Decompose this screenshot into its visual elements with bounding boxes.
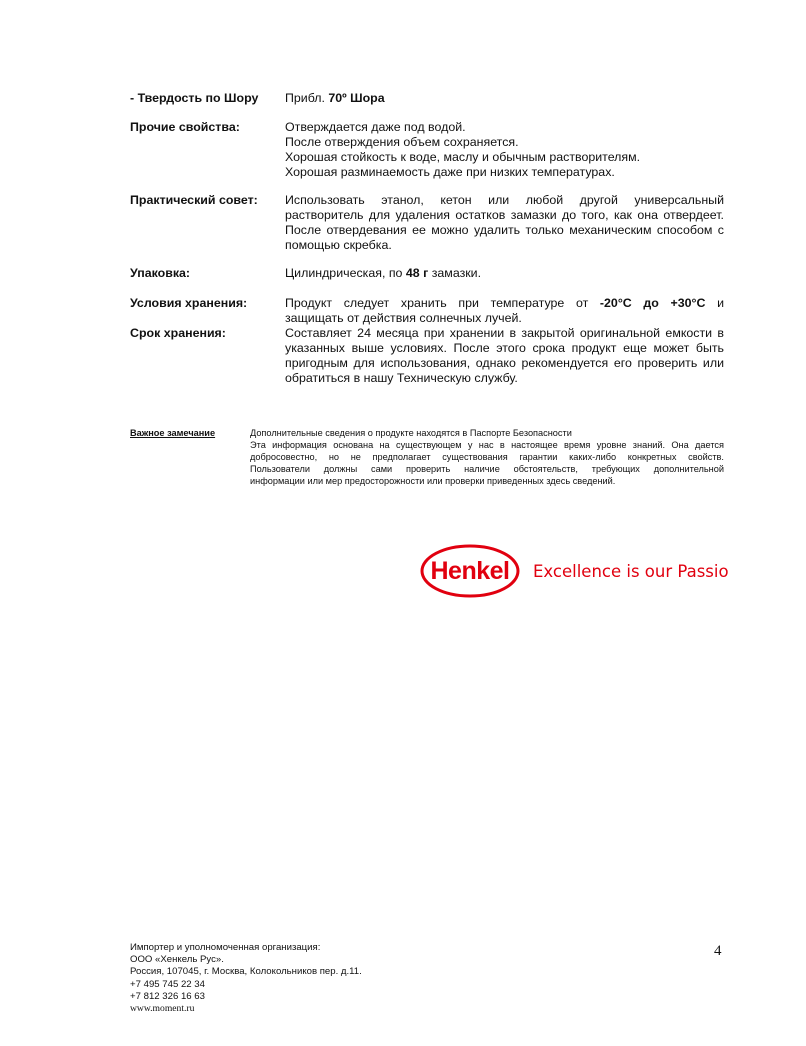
value-text: замазки.	[428, 266, 482, 280]
section-value	[285, 326, 724, 386]
notice-line: Дополнительные сведения о продукте находятся в Паспорте Безопасности	[250, 428, 572, 438]
logo-brand: Henkel	[430, 557, 510, 585]
section-value	[285, 296, 724, 326]
value-line: Составляет 24 месяца при хранении в закрытой оригинальной емкости в	[285, 326, 724, 340]
footer-contacts	[130, 942, 362, 1015]
notice-line: добросовестно, но не предполагает существования гарантии каких-либо конкретных свойств.	[250, 452, 724, 462]
section-label: Упаковка:	[130, 266, 191, 280]
value-line: Хорошая стойкость к воде, маслу и обычным растворителям.	[285, 150, 641, 164]
value-text: и	[717, 296, 724, 310]
section-label: Практический совет:	[130, 193, 258, 207]
footer-line: ООО «Хенкель Рус».	[130, 954, 224, 966]
section-value	[285, 91, 724, 106]
value-text: Прибл.	[285, 91, 329, 105]
value-line: После отверждения объем сохраняется.	[285, 135, 519, 149]
value-line: Хорошая разминаемость даже при низких температурах.	[285, 165, 615, 179]
value-bold: -20°C до +30°C	[599, 296, 706, 310]
value-bold: 70º Шора	[328, 91, 385, 105]
website-link[interactable]: www.moment.ru	[130, 1003, 195, 1015]
section-value	[285, 193, 724, 253]
henkel-logo	[420, 543, 730, 604]
notice-line: информации или мер предосторожности или проверки приведенных здесь сведений.	[250, 476, 616, 486]
logo-slogan: Excellence is our Passion	[533, 562, 730, 581]
value-line: растворитель для удаления остатков замазки до того, как она отвердеет.	[285, 208, 724, 222]
value-line: защищать от действия солнечных лучей.	[285, 311, 522, 325]
notice-line: Пользователи должны сами проверить наличие обстоятельств, требующих дополнительной	[250, 464, 724, 474]
section-label: - Твердость по Шору	[130, 91, 259, 105]
value-line: указанных выше условиях. После этого срока продукт еще может быть	[285, 341, 724, 355]
section-label: Срок хранения:	[130, 326, 226, 340]
section-value	[285, 120, 724, 180]
footer-line: Импортер и уполномоченная организация:	[130, 942, 321, 953]
value-line: помощью скребка.	[285, 238, 392, 252]
notice-text	[250, 427, 724, 487]
section-label: Прочие свойства:	[130, 120, 240, 134]
page-number: 4	[714, 943, 722, 959]
notice-line: Эта информация основана на существующем у нас в настоящее время уровне знаний. Она дается	[250, 440, 724, 450]
section-value	[285, 266, 724, 281]
value-line	[285, 296, 724, 311]
value-line: Отверждается даже под водой.	[285, 120, 466, 134]
section-label: Условия хранения:	[130, 296, 248, 310]
value-text: Продукт следует хранить при температуре от	[285, 296, 600, 310]
notice-label: Важное замечание	[130, 428, 216, 438]
value-bold: 48 г	[405, 266, 429, 280]
footer-line: +7 812 326 16 63	[130, 990, 205, 1002]
value-text: Цилиндрическая, по	[285, 266, 406, 280]
footer-line: Россия, 107045, г. Москва, Колокольников пер. д.11.	[130, 966, 362, 978]
value-line: пригодным для использования, однако рекомендуется его проверить или	[285, 356, 724, 370]
value-line: Использовать этанол, кетон или любой другой универсальный	[285, 193, 724, 207]
value-line: обратиться в нашу Техническую службу.	[285, 371, 518, 385]
footer-line: +7 495 745 22 34	[130, 978, 205, 990]
value-line: После отвердевания ее можно удалить только механическим способом с	[285, 223, 724, 237]
